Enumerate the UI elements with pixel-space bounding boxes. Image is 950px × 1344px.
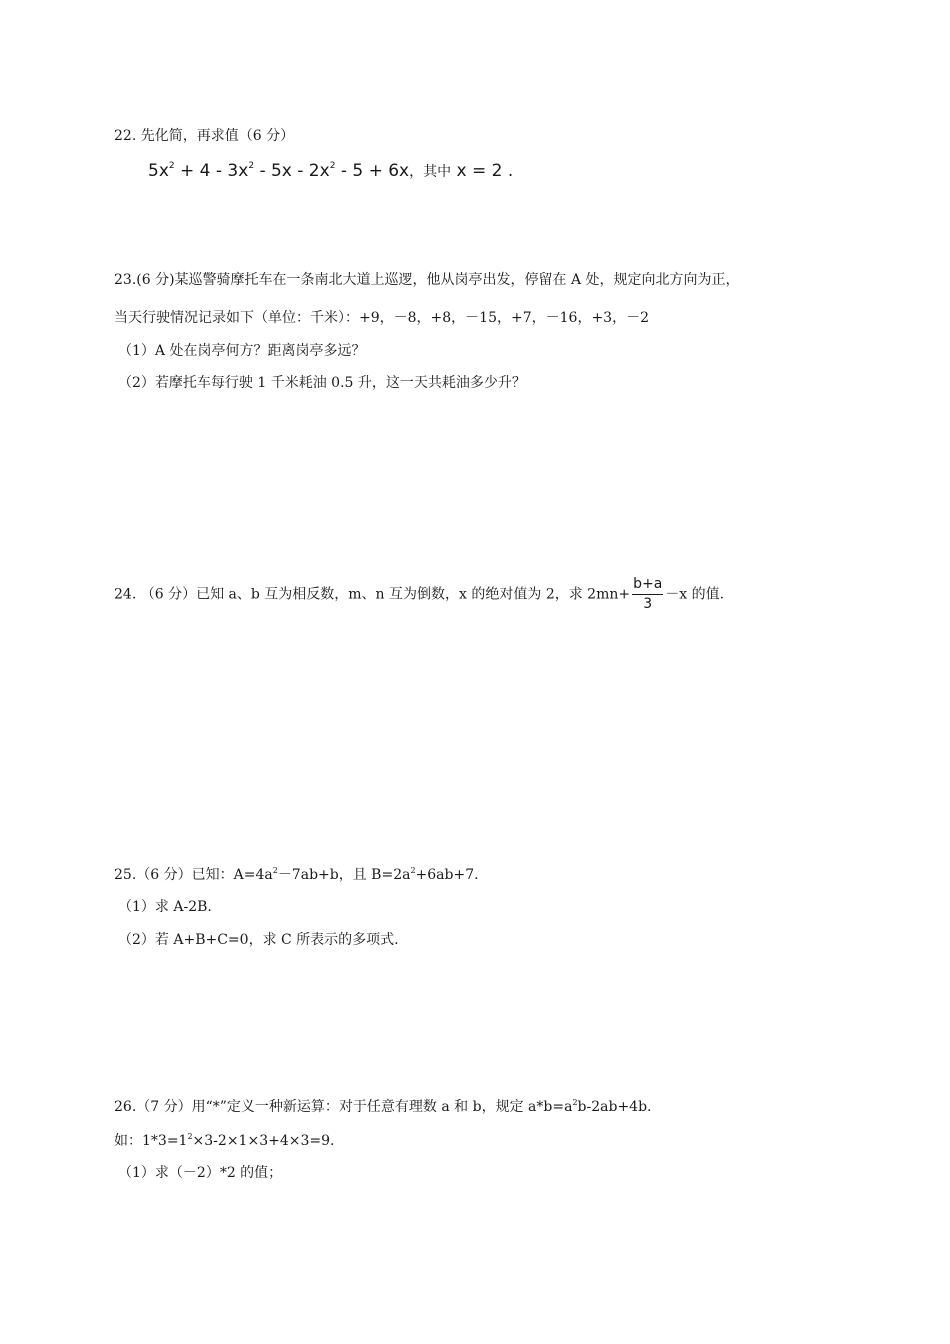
q25-exp2: 2 bbox=[410, 866, 416, 875]
q24-fraction bbox=[632, 576, 663, 613]
q22-condition: x = 2 bbox=[451, 161, 503, 181]
q25-sub1: （1）求 A-2B. bbox=[118, 899, 212, 915]
q23-line2: 当天行驶情况记录如下（单位：千米）：+9，－8，+8，－15，+7，－16，+3，－2 bbox=[114, 310, 649, 326]
q26-example-part2: ×3-2×1×3+4×3=9. bbox=[192, 1133, 335, 1149]
q22-term1: 5x bbox=[148, 161, 169, 181]
q26-example bbox=[114, 1132, 334, 1150]
q22-term3: - 5x - 2x bbox=[254, 161, 330, 181]
q22-exp3: 2 bbox=[329, 161, 336, 171]
q24-pre: 24. （6 分）已知 a、b 互为相反数，m、n 互为倒数，x 的绝对值为 2，求 2mn+ bbox=[114, 586, 631, 603]
q24-post: －x 的值. bbox=[665, 586, 725, 603]
q25-line1 bbox=[114, 866, 479, 884]
q22-end: . bbox=[502, 161, 514, 181]
q22-title: 22. 先化简，再求值（6 分） bbox=[114, 128, 295, 144]
q26-exp1: 2 bbox=[572, 1098, 578, 1107]
q26-example-part1: 如：1*3=1 bbox=[114, 1133, 188, 1149]
q24-numerator: b+a bbox=[632, 576, 663, 595]
q25-exp1: 2 bbox=[272, 866, 278, 875]
q26-line1-part1: 26.（7 分）用“*”定义一种新运算：对于任意有理数 a 和 b，规定 a*b=a bbox=[114, 1099, 573, 1115]
q22-exp1: 2 bbox=[168, 161, 175, 171]
q22-formula bbox=[148, 161, 513, 181]
q25-part2: －7ab+b，且 B=2a bbox=[277, 867, 411, 883]
q26-exp2: 2 bbox=[187, 1132, 193, 1141]
q22-term4: - 5 + 6x bbox=[335, 161, 410, 181]
q22-where: ，其中 bbox=[409, 164, 452, 180]
q23-sub2: （2）若摩托车每行驶 1 千米耗油 0.5 升，这一天共耗油多少升？ bbox=[118, 375, 526, 391]
q26-line1 bbox=[114, 1098, 652, 1116]
q23-sub1: （1）A 处在岗亭何方？距离岗亭多远？ bbox=[118, 343, 366, 359]
q25-sub2: （2）若 A+B+C=0，求 C 所表示的多项式. bbox=[118, 932, 399, 948]
q25-part1: 25.（6 分）已知：A=4a bbox=[114, 867, 273, 883]
q24-line bbox=[114, 576, 724, 613]
q22-term2: + 4 - 3x bbox=[174, 161, 249, 181]
q26-line1-part2: b-2ab+4b. bbox=[577, 1099, 652, 1115]
q26-sub1: （1）求（－2）*2 的值； bbox=[118, 1165, 283, 1181]
q24-denominator: 3 bbox=[643, 595, 653, 612]
q23-line1: 23.(6 分)某巡警骑摩托车在一条南北大道上巡逻，他从岗亭出发，停留在 A 处，规定向北方向为正， bbox=[114, 272, 740, 288]
q22-exp2: 2 bbox=[248, 161, 255, 171]
q25-part3: +6ab+7. bbox=[415, 867, 479, 883]
